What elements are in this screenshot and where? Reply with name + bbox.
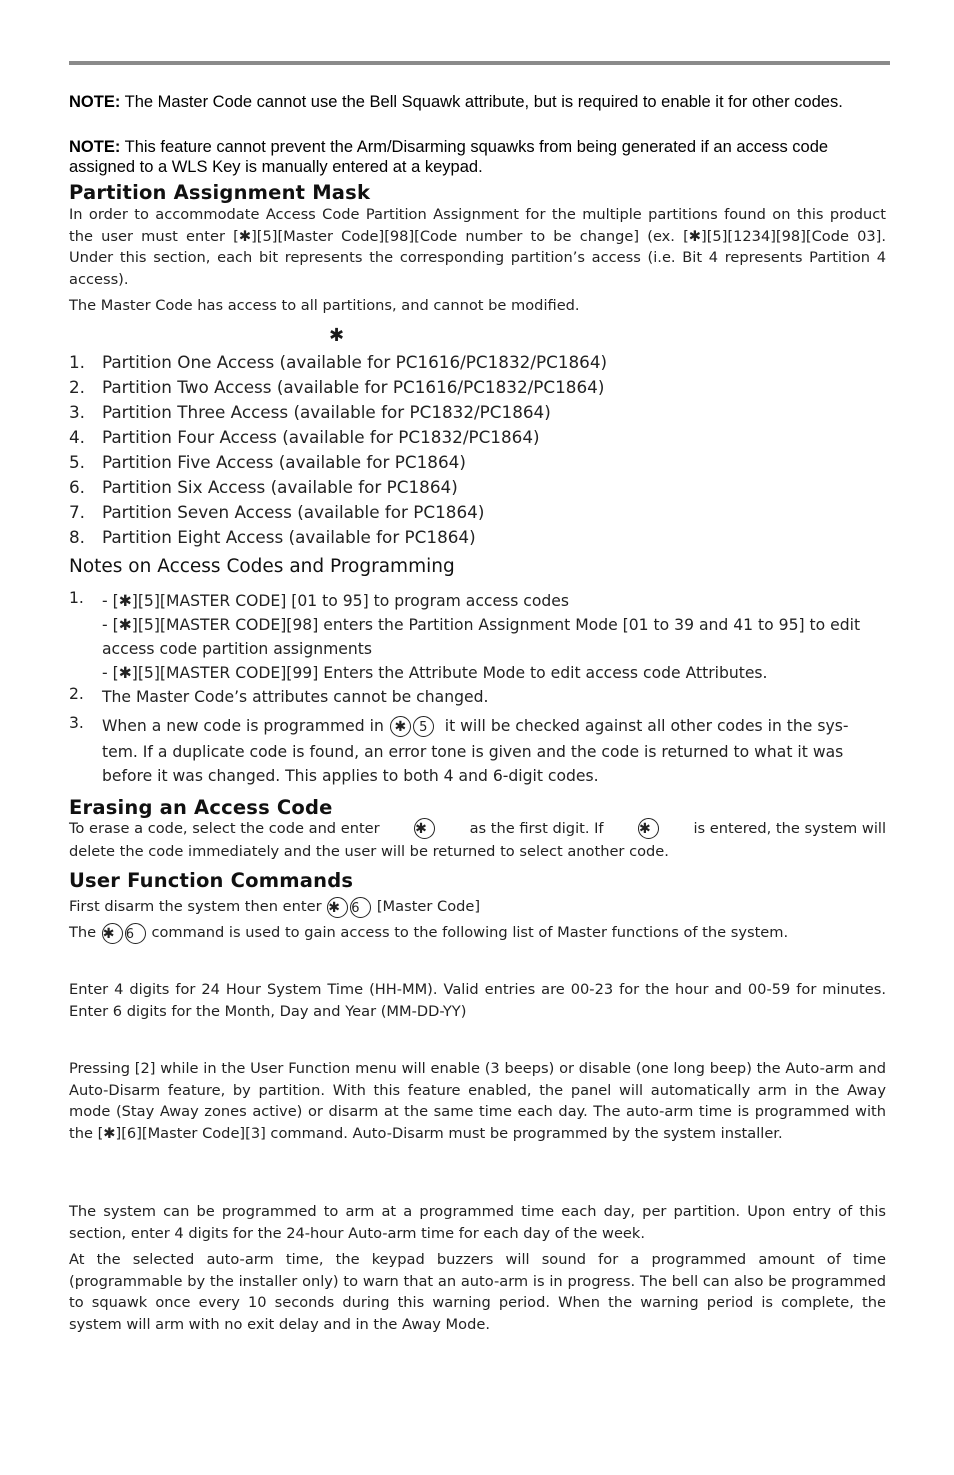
asterisk-circle-icon: ✱ — [102, 923, 123, 944]
list-item: 2. Partition Two Access (available for PC1616/PC1832/PC1864) — [69, 377, 605, 397]
list-item: 1. Partition One Access (available for PC1616/PC1832/PC1864) — [69, 352, 608, 372]
asterisk-circle-icon: ✱ — [390, 716, 411, 737]
partition-mask-paragraph: In order to accommodate Access Code Partition Assignment for the multiple partitions found on this product the user must enter [✱][5][Master Code][98][Code number to be change] (ex. [✱][5][1234][98][Code 03]. Under this section, each bit represents the corresponding partition’s access (i.e. Bit 4 represents Partition 4 access). — [69, 206, 886, 288]
erasing-line-2: delete the code immediately and the user will be returned to select another code. — [69, 843, 669, 860]
autoarm-time-paragraph: The system can be programmed to arm at a programmed time each day, per partition. Upon entry of this section, enter 4 digits for the 24-hour Auto-arm time for each day of the week. — [69, 1203, 886, 1242]
time-paragraph: Enter 4 digits for 24 Hour System Time (HH-MM). Valid entries are 00-23 for the hour and 00-59 for minutes. Enter 6 digits for the Month, Day and Year (MM-DD-YY) — [69, 981, 886, 1020]
heading-notes-access: Notes on Access Codes and Programming — [69, 556, 455, 577]
master-code-access-paragraph: The Master Code has access to all partitions, and cannot be modified. — [69, 297, 580, 314]
top-rule — [69, 61, 890, 65]
note-label: NOTE: — [69, 138, 121, 156]
warning-paragraph: At the selected auto-arm time, the keypad buzzers will sound for a programmed amount of time (programmable by the installer only) to warn that an auto-arm is in progress. The bell can also be programmed to squawk once every 10 seconds during this warning period. When the warning period is complete, the system will arm with no exit delay and in the Away Mode. — [69, 1251, 886, 1333]
note-wls-key — [69, 137, 886, 177]
list-item: 3. Partition Three Access (available for PC1832/PC1864) — [69, 402, 551, 422]
user-functions-line-2: The ✱ 6 command is used to gain access to the following list of Master functions of the system. — [69, 924, 789, 942]
digit-circle-icon: 6 — [125, 923, 146, 944]
star-symbol: ✱ — [329, 325, 345, 346]
user-functions-line-1: First disarm the system then enter ✱ 6 [Master Code] — [69, 898, 481, 916]
note-line: - [✱][5][MASTER CODE][99] Enters the Attribute Mode to edit access code Attributes. — [102, 664, 768, 682]
list-item: 6. Partition Six Access (available for PC1864) — [69, 477, 458, 497]
digit-circle-icon: 6 — [350, 897, 371, 918]
autoarm-paragraph: Pressing [2] while in the User Function menu will enable (3 beeps) or disable (one long beep) the Auto-arm and Auto-Disarm feature, by partition. With this feature enabled, the panel will automatically arm in the Away mode (Stay Away zones active) or disarm at the same time each day. The auto-arm time is programmed with the [✱][6][Master Code][3] command. Auto-Disarm must be programmed by the system installer. — [69, 1060, 886, 1142]
note-line: access code partition assignments — [102, 640, 373, 658]
note-text: The Master Code cannot use the Bell Squawk attribute, but is required to enable it for other codes. — [120, 93, 843, 111]
list-number: 3. — [69, 714, 84, 732]
note-line: - [✱][5][MASTER CODE] [01 to 95] to program access codes — [102, 592, 569, 610]
note-line: before it was changed. This applies to both 4 and 6-digit codes. — [102, 767, 599, 785]
note-line: The Master Code’s attributes cannot be changed. — [102, 688, 489, 706]
heading-erasing: Erasing an Access Code — [69, 796, 333, 819]
list-number: 2. — [69, 685, 84, 703]
note-label: NOTE: — [69, 93, 121, 111]
list-item: 5. Partition Five Access (available for PC1864) — [69, 452, 466, 472]
asterisk-circle-icon: ✱ — [638, 818, 659, 839]
list-number: 1. — [69, 589, 84, 607]
erasing-line-1: To erase a code, select the code and enter ✱ as the first digit. If ✱ is entered, the system will — [69, 820, 886, 838]
note-text: This feature cannot prevent the Arm/Disarming squawks from being generated if an access code assigned to a WLS Key is manually entered at a keypad. — [69, 138, 829, 176]
asterisk-circle-icon: ✱ — [414, 818, 435, 839]
heading-user-functions: User Function Commands — [69, 869, 354, 892]
note-line: When a new code is programmed in ✱ 5 it will be checked against all other codes in the sys- — [102, 717, 849, 735]
heading-partition-mask: Partition Assignment Mask — [69, 181, 371, 204]
asterisk-circle-icon: ✱ — [327, 897, 348, 918]
note-line: tem. If a duplicate code is found, an error tone is given and the code is returned to what it was — [102, 743, 844, 761]
list-item: 4. Partition Four Access (available for PC1832/PC1864) — [69, 427, 540, 447]
list-item: 7. Partition Seven Access (available for PC1864) — [69, 502, 485, 522]
note-line: - [✱][5][MASTER CODE][98] enters the Partition Assignment Mode [01 to 39 and 41 to 95] to edit — [102, 616, 861, 634]
note-master-code — [69, 92, 886, 112]
digit-circle-icon: 5 — [413, 716, 434, 737]
list-item: 8. Partition Eight Access (available for PC1864) — [69, 527, 476, 547]
